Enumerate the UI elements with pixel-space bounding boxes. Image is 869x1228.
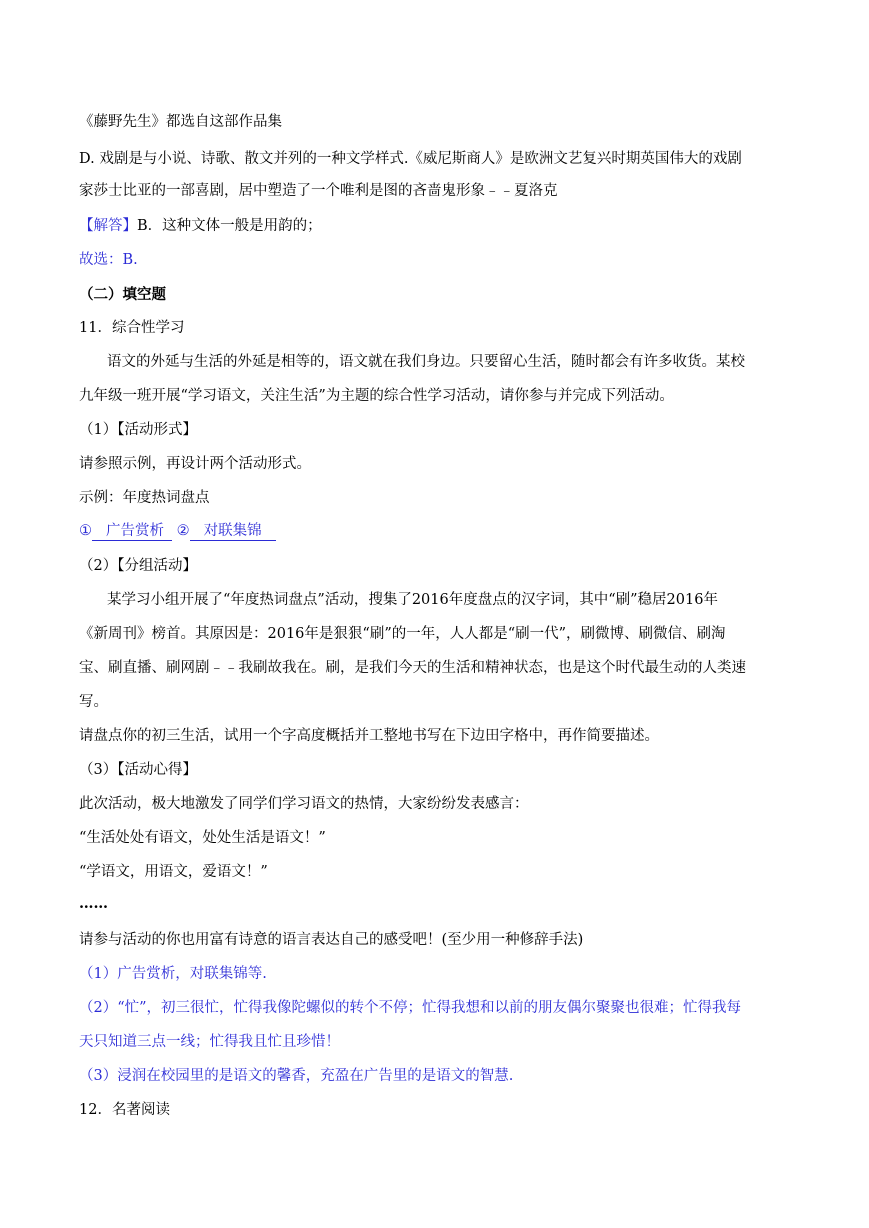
text-line: 《藤野先生》都选自这部作品集 <box>79 114 282 130</box>
blank2-number: ② <box>176 523 190 539</box>
answer-label: 【解答】 <box>79 218 137 234</box>
paragraph-line: 语文的外延与生活的外延是相等的，语文就在我们身边。只要留心生活，随时都会有许多收货。某校 <box>107 354 745 370</box>
subquestion-heading: （3）【活动心得】 <box>79 762 197 778</box>
ellipsis: …… <box>79 895 108 912</box>
quote-line: “学语文，用语文，爱语文！” <box>79 864 268 880</box>
quote-line: “生活处处有语文，处处生活是语文！” <box>79 830 326 846</box>
answer-text: B．这种文体一般是用韵的； <box>137 218 322 234</box>
paragraph-line: 《新周刊》榜首。其原因是：2016年是狠狠“刷”的一年，人人都是“刷一代”，刷微博、刷微信、刷淘 <box>79 626 726 642</box>
text-line: 家莎士比亚的一部喜剧，居中塑造了一个唯利是图的吝啬鬼形象﹣﹣夏洛克 <box>79 183 558 199</box>
section-heading: （二）填空题 <box>79 286 166 303</box>
subquestion-heading: （2）【分组活动】 <box>79 558 197 574</box>
choice-line: 故选：B. <box>79 252 138 268</box>
text-line: 此次活动，极大地激发了同学们学习语文的热情，大家纷纷发表感言： <box>79 796 529 812</box>
answer-line: （1）广告赏析，对联集锦等. <box>79 966 267 982</box>
answer-line <box>79 216 809 236</box>
paragraph-line: 某学习小组开展了“年度热词盘点”活动，搜集了2016年度盘点的汉字词，其中“刷”稳居2016年 <box>107 592 718 608</box>
text-line: 示例：年度热词盘点 <box>79 490 210 506</box>
question-title: 11．综合性学习 <box>79 320 185 336</box>
subquestion-heading: （1）【活动形式】 <box>79 422 197 438</box>
paragraph-line: 宝、刷直播、刷网剧﹣﹣我刷故我在。刷，是我们今天的生活和精神状态，也是这个时代最生动的人类速 <box>79 660 746 676</box>
text-line: 请参照示例，再设计两个活动形式。 <box>79 456 311 472</box>
blank2-answer: 对联集锦 <box>190 522 276 541</box>
question-title: 12．名著阅读 <box>79 1102 170 1118</box>
text-line: 请参与活动的你也用富有诗意的语言表达自己的感受吧！(至少用一种修辞手法) <box>79 932 584 948</box>
blank1-number: ① <box>79 523 92 539</box>
answer-line: 天只知道三点一线；忙得我且忙且珍惜！ <box>79 1034 340 1050</box>
paragraph-line: 九年级一班开展“学习语文，关注生活”为主题的综合性学习活动，请你参与并完成下列活动。 <box>79 388 674 404</box>
answer-line: （2）“忙”，初三很忙，忙得我像陀螺似的转个不停；忙得我想和以前的朋友偶尔聚聚也很难；忙得我每 <box>79 1000 742 1016</box>
blank-answers-line <box>79 521 809 541</box>
answer-line: （3）浸润在校园里的是语文的馨香，充盈在广告里的是语文的智慧. <box>79 1068 514 1084</box>
paragraph-line: 写。 <box>79 694 108 710</box>
blank1-answer: 广告赏析 <box>92 522 172 541</box>
text-line: 请盘点你的初三生活，试用一个字高度概括并工整地书写在下边田字格中，再作简要描述。 <box>79 728 659 744</box>
option-d-line: D. 戏剧是与小说、诗歌、散文并列的一种文学样式.《威尼斯商人》是欧洲文艺复兴时期英国伟大的戏剧 <box>79 151 742 167</box>
